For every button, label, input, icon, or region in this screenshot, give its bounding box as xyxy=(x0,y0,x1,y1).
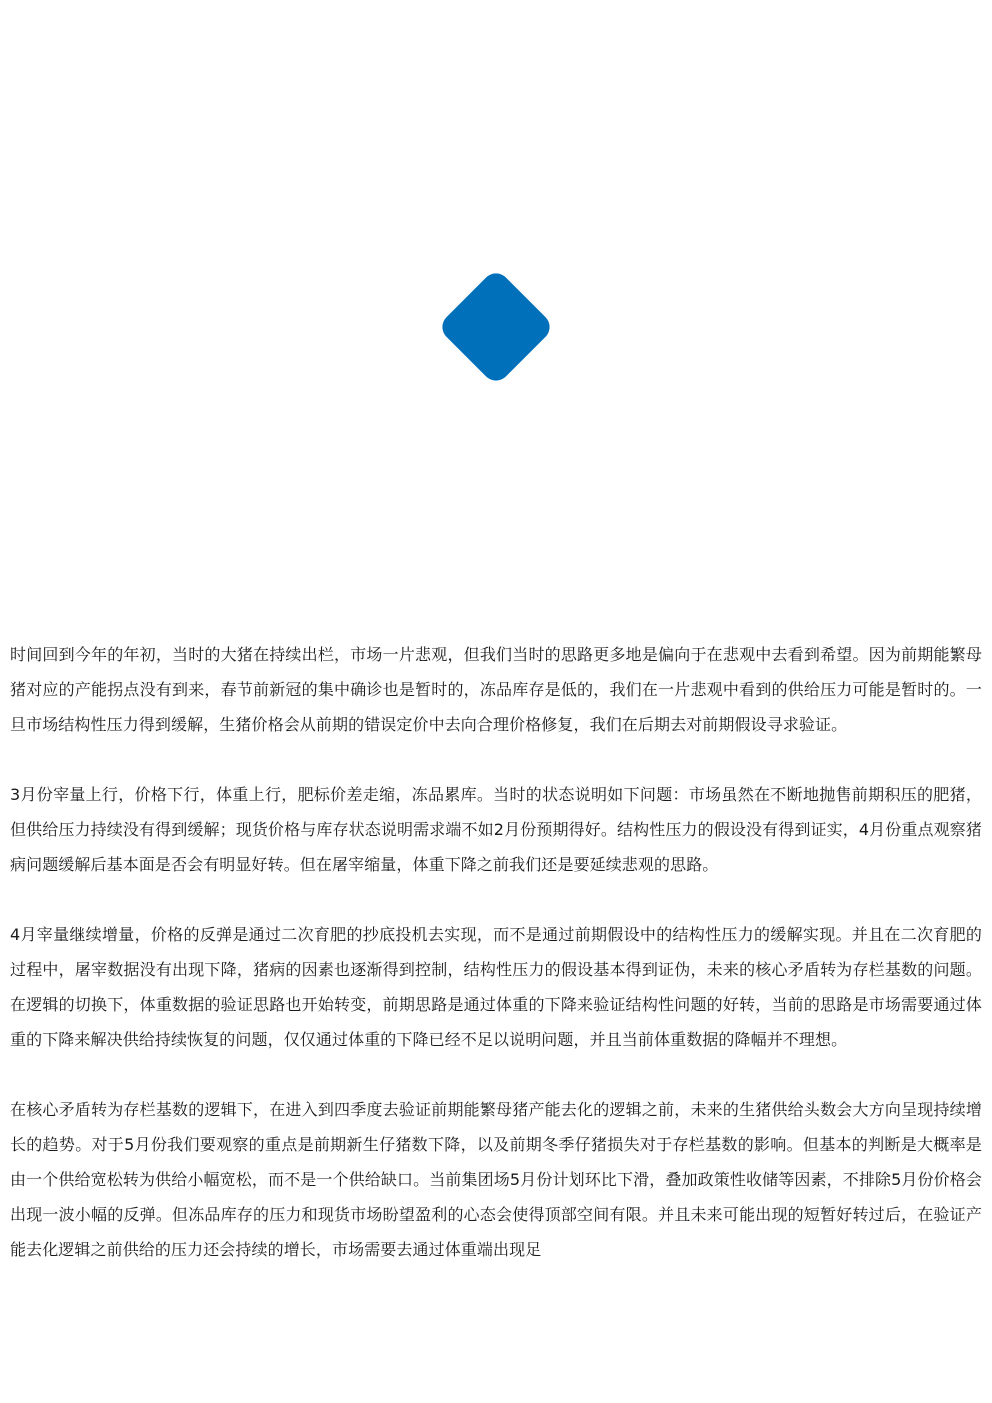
paragraph: 时间回到今年的年初，当时的大猪在持续出栏，市场一片悲观，但我们当时的思路更多地是偏向于在悲观中去看到希望。因为前期能繁母猪对应的产能拐点没有到来，春节前新冠的集中确诊也是暂时的，冻品库存是低的，我们在一片悲观中看到的供给压力可能是暂时的。一旦市场结构性压力得到缓解，生猪价格会从前期的错误定价中去向合理价格修复，我们在后期去对前期假设寻求验证。 xyxy=(10,645,982,734)
paragraph: 4月宰量继续增量，价格的反弹是通过二次育肥的抄底投机去实现，而不是通过前期假设中的结构性压力的缓解实现。并且在二次育肥的过程中，屠宰数据没有出现下降，猪病的因素也逐渐得到控制，结构性压力的假设基本得到证伪，未来的核心矛盾转为存栏基数的问题。在逻辑的切换下，体重数据的验证思路也开始转变，前期思路是通过体重的下降来验证结构性问题的好转，当前的思路是市场需要通过体重的下降来解决供给持续恢复的问题，仅仅通过体重的下降已经不足以说明问题，并且当前体重数据的降幅并不理想。 xyxy=(10,925,982,1049)
paragraph: 在核心矛盾转为存栏基数的逻辑下，在进入到四季度去验证前期能繁母猪产能去化的逻辑之前，未来的生猪供给头数会大方向呈现持续增长的趋势。对于5月份我们要观察的重点是前期新生仔猪数下降，以及前期冬季仔猪损失对于存栏基数的影响。但基本的判断是大概率是由一个供给宽松转为供给小幅宽松，而不是一个供给缺口。当前集团场5月份计划环比下滑，叠加政策性收储等因素，不排除5月份价格会出现一波小幅的反弹。但冻品库存的压力和现货市场盼望盈利的心态会使得顶部空间有限。并且未来可能出现的短暂好转过后，在验证产能去化逻辑之前供给的压力还会持续的增长，市场需要去通过体重端出现足 xyxy=(10,1100,982,1259)
article-body xyxy=(10,637,982,1302)
paragraph: 3月份宰量上行，价格下行，体重上行，肥标价差走缩，冻品累库。当时的状态说明如下问题：市场虽然在不断地抛售前期积压的肥猪，但供给压力持续没有得到缓解；现货价格与库存状态说明需求端不如2月份预期得好。结构性压力的假设没有得到证实，4月份重点观察猪病问题缓解后基本面是否会有明显好转。但在屠宰缩量，体重下降之前我们还是要延续悲观的思路。 xyxy=(10,785,982,874)
rounded-diamond-icon xyxy=(424,255,568,399)
